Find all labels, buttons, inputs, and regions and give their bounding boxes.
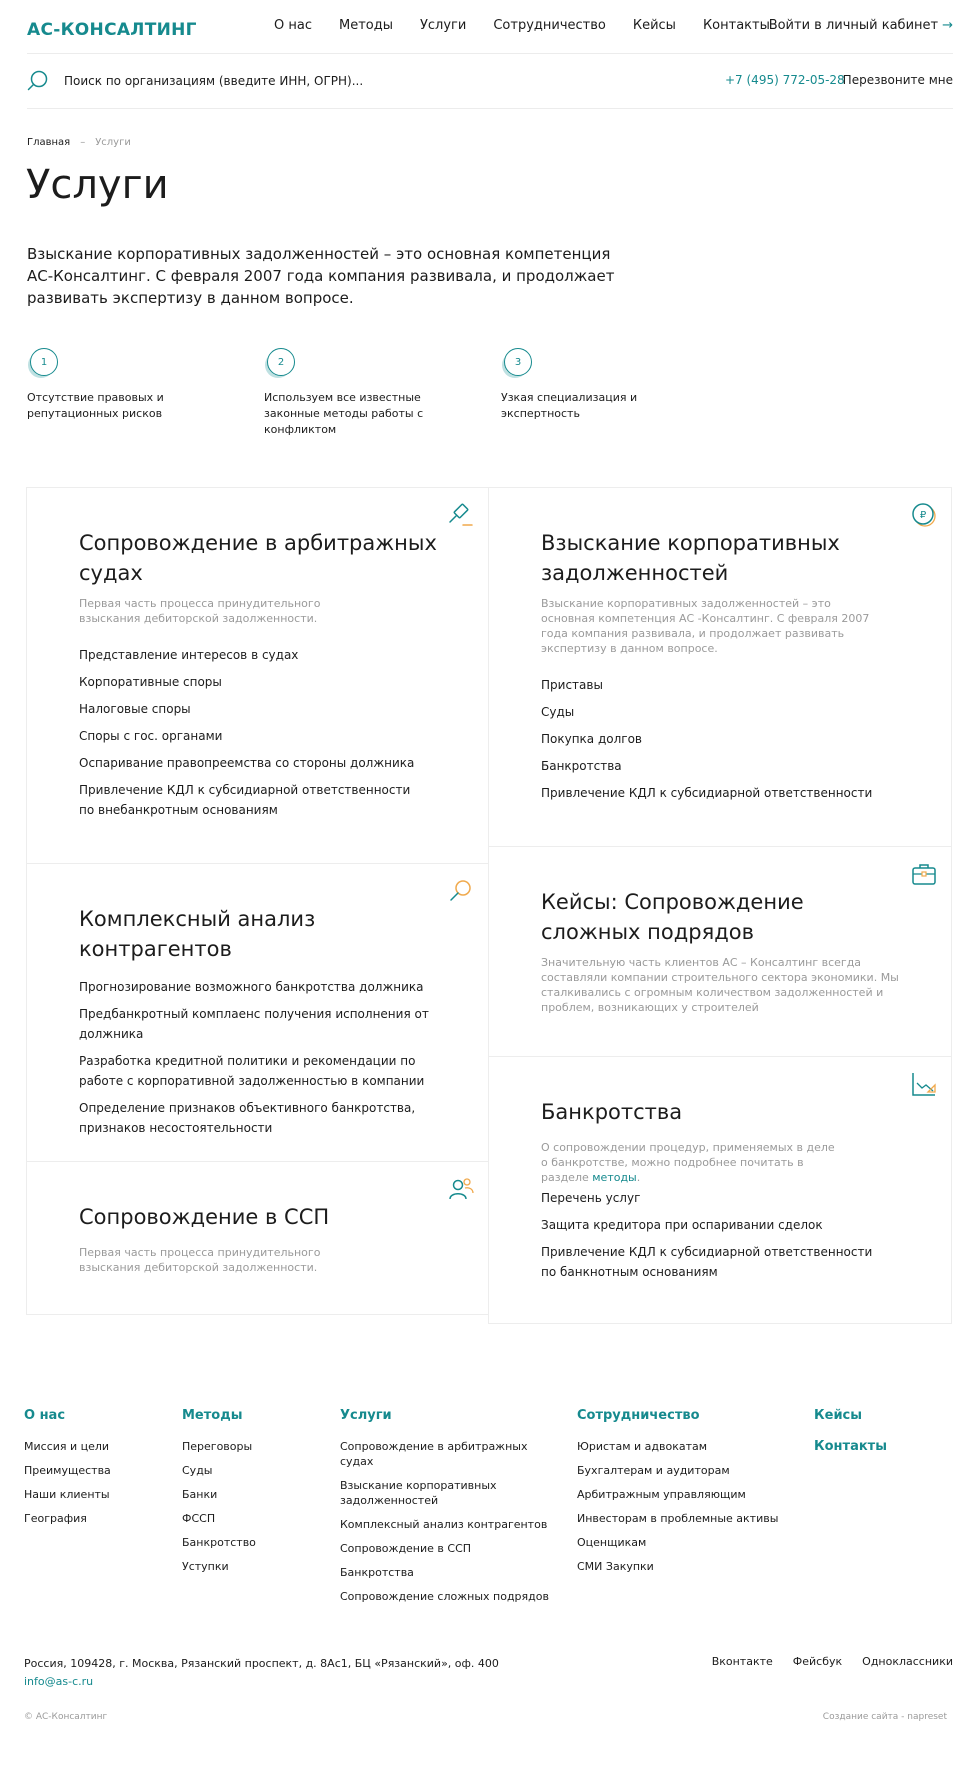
card-link[interactable]: Защита кредитора при оспаривании сделок	[541, 1218, 823, 1232]
card-link[interactable]: Представление интересов в судах	[79, 648, 299, 662]
card-title: Банкротства	[541, 1100, 683, 1124]
card-link[interactable]: Привлечение КДЛ к субсидиарной ответственности	[541, 786, 873, 800]
footer-col-cooperation	[577, 1408, 797, 1583]
service-card-bankruptcy[interactable]	[488, 1056, 952, 1324]
card-title: Взыскание корпоративных задолженностей	[541, 531, 840, 585]
footer-link[interactable]: ФССП	[182, 1512, 216, 1525]
footer-col-methods	[182, 1408, 322, 1583]
methods-link[interactable]: методы	[592, 1171, 637, 1184]
breadcrumb-separator: –	[80, 137, 86, 148]
magnifier-icon	[448, 878, 474, 904]
login-label: Войти в личный кабинет	[768, 18, 939, 33]
breadcrumb	[27, 137, 131, 148]
footer-col-services	[340, 1408, 555, 1613]
footer-link[interactable]: Сопровождение сложных подрядов	[340, 1590, 549, 1603]
service-card-cases[interactable]	[488, 846, 952, 1057]
service-card-analysis[interactable]	[26, 863, 489, 1162]
card-link[interactable]: Определение признаков объективного банкротства, признаков несостоятельности	[79, 1101, 416, 1135]
arrow-right-icon: →	[942, 18, 953, 33]
card-title: Комплексный анализ контрагентов	[79, 907, 316, 961]
social-link-vk[interactable]: Вконтакте	[711, 1655, 773, 1668]
footer-heading[interactable]: О нас	[24, 1408, 66, 1423]
footer-link[interactable]: Переговоры	[182, 1440, 253, 1453]
footer-link[interactable]: Юристам и адвокатам	[577, 1440, 708, 1453]
nav-item-about[interactable]: О нас	[274, 18, 312, 33]
footer-link[interactable]: Банки	[182, 1488, 218, 1501]
nav-item-services[interactable]: Услуги	[419, 18, 467, 33]
gavel-icon	[448, 502, 474, 528]
service-card-ssp[interactable]	[26, 1161, 489, 1315]
footer-link[interactable]: Сопровождение в арбитражных судах	[340, 1440, 528, 1468]
copyright: © АС-Консалтинг	[24, 1712, 108, 1722]
card-description: Значительную часть клиентов АС – Консалтинг всегда составляли компании строительного сектора экономики. Мы сталкивались с огромным количеством задолженностей и проблем, возникающих у строителей	[541, 956, 899, 1014]
card-links	[541, 1188, 881, 1289]
social-link-odnoklassniki[interactable]: Одноклассники	[862, 1655, 953, 1668]
card-links	[79, 977, 429, 1145]
social-link-facebook[interactable]: Фейсбук	[792, 1655, 843, 1668]
breadcrumb-current: Услуги	[95, 137, 131, 148]
main-nav	[274, 18, 797, 33]
nav-item-contacts[interactable]: Контакты	[702, 18, 770, 33]
footer-address: Россия, 109428, г. Москва, Рязанский проспект, д. 8Ас1, БЦ «Рязанский», оф. 400	[24, 1657, 499, 1670]
card-description: Взыскание корпоративных задолженностей – это основная компетенция АС -Консалтинг. С февраля 2007 года компания развивала, и продолжает развивать экспертизу в данном вопросе.	[541, 597, 870, 655]
footer-link[interactable]: Оценщикам	[577, 1536, 647, 1549]
phone-link[interactable]: +7 (495) 772-05-28	[725, 73, 845, 87]
feature-number-badge: 3	[504, 348, 532, 376]
footer-link[interactable]: Бухгалтерам и аудиторам	[577, 1464, 730, 1477]
card-link[interactable]: Споры с гос. органами	[79, 729, 223, 743]
card-links	[541, 675, 901, 810]
card-title: Сопровождение в ССП	[79, 1205, 330, 1229]
feature-number-badge: 1	[30, 348, 58, 376]
card-link[interactable]: Предбанкротный комплаенс получения исполнения от должника	[79, 1007, 429, 1041]
card-link[interactable]: Перечень услуг	[541, 1191, 641, 1205]
site-header	[27, 0, 953, 54]
footer-link[interactable]: География	[24, 1512, 87, 1525]
social-links	[692, 1655, 953, 1668]
page-title: Услуги	[26, 162, 169, 208]
card-title: Сопровождение в арбитражных судах	[79, 531, 437, 585]
footer-link[interactable]: Уступки	[182, 1560, 229, 1573]
card-link[interactable]: Оспаривание правопреемства со стороны должника	[79, 756, 415, 770]
breadcrumb-home[interactable]: Главная	[27, 137, 71, 148]
ruble-coin-icon	[911, 502, 937, 528]
footer-link[interactable]: Комплексный анализ контрагентов	[340, 1518, 548, 1531]
nav-item-cooperation[interactable]: Сотрудничество	[493, 18, 606, 33]
footer-link[interactable]: Сопровождение в ССП	[340, 1542, 472, 1555]
login-link[interactable]	[769, 18, 953, 33]
feature-text: Отсутствие правовых и репутационных рисков	[27, 391, 164, 420]
footer-heading-contacts[interactable]: Контакты	[814, 1439, 887, 1454]
nav-item-methods[interactable]: Методы	[338, 18, 393, 33]
footer-link[interactable]: Миссия и цели	[24, 1440, 110, 1453]
credits-link[interactable]: Создание сайта - napreset	[822, 1712, 947, 1722]
card-link[interactable]: Привлечение КДЛ к субсидиарной ответственности по внебанкротным основаниям	[79, 783, 411, 817]
footer-link[interactable]: Банкротство	[182, 1536, 256, 1549]
footer-heading[interactable]: Сотрудничество	[577, 1408, 700, 1423]
card-description-text: О сопровождении процедур, применяемых в деле о банкротстве, можно подробнее почитать в разделе	[541, 1141, 835, 1184]
users-icon	[448, 1176, 474, 1202]
service-card-arbitration[interactable]	[26, 487, 489, 864]
card-link[interactable]: Привлечение КДЛ к субсидиарной ответственности по банкнотным основаниям	[541, 1245, 873, 1279]
footer-col-misc	[814, 1408, 934, 1470]
svg-text:₽: ₽	[919, 510, 927, 521]
card-link[interactable]: Суды	[541, 705, 575, 719]
footer-heading[interactable]: Услуги	[340, 1408, 392, 1423]
chart-down-icon	[911, 1071, 937, 1097]
nav-item-cases[interactable]: Кейсы	[632, 18, 676, 33]
footer-link[interactable]: Банкротства	[340, 1566, 414, 1579]
card-link[interactable]: Налоговые споры	[79, 702, 191, 716]
footer-link[interactable]: Арбитражным управляющим	[577, 1488, 746, 1501]
feature-item	[264, 348, 479, 438]
footer-email-link[interactable]: info@as-c.ru	[24, 1675, 94, 1688]
card-description	[541, 1140, 841, 1185]
intro-text: Взыскание корпоративных задолженностей – это основная компетенция АС-Консалтинг. С февраля 2007 года компания развивала, и продолжает развивать экспертизу в данном вопросе.	[27, 245, 615, 307]
service-card-debts[interactable]	[488, 487, 952, 847]
feature-text: Используем все известные законные методы работы с конфликтом	[264, 391, 424, 436]
search-input[interactable]	[64, 71, 544, 91]
feature-item	[27, 348, 242, 422]
card-link[interactable]: Прогнозирование возможного банкротства должника	[79, 980, 424, 994]
card-description: Первая часть процесса принудительного взыскания дебиторской задолженности.	[79, 597, 321, 625]
footer-link[interactable]: Наши клиенты	[24, 1488, 110, 1501]
card-title: Кейсы: Сопровождение сложных подрядов	[541, 890, 804, 944]
logo[interactable]: АС-КОНСАЛТИНГ	[27, 20, 197, 40]
footer-heading-cases[interactable]: Кейсы	[814, 1408, 863, 1423]
feature-text: Узкая специализация и экспертность	[501, 391, 638, 420]
feature-item	[501, 348, 716, 422]
footer-link[interactable]: Суды	[182, 1464, 213, 1477]
card-link[interactable]: Разработка кредитной политики и рекомендации по работе с корпоративной задолженностью в компании	[79, 1054, 425, 1088]
card-link[interactable]: Приставы	[541, 678, 603, 692]
briefcase-icon	[911, 861, 937, 887]
card-link[interactable]: Корпоративные споры	[79, 675, 222, 689]
footer-link[interactable]: Преимущества	[24, 1464, 111, 1477]
search-icon[interactable]	[27, 69, 49, 91]
footer-link[interactable]: Взыскание корпоративных задолженностей	[340, 1479, 497, 1507]
card-description: Первая часть процесса принудительного взыскания дебиторской задолженности.	[79, 1246, 321, 1274]
footer-link[interactable]: Инвесторам в проблемные активы	[577, 1512, 779, 1525]
search-bar	[27, 54, 953, 109]
feature-number-badge: 2	[267, 348, 295, 376]
card-link[interactable]: Покупка долгов	[541, 732, 643, 746]
card-link[interactable]: Банкротства	[541, 759, 622, 773]
callback-link[interactable]: Перезвоните мне	[842, 73, 953, 87]
card-links	[79, 645, 419, 827]
footer-link[interactable]: СМИ Закупки	[577, 1560, 654, 1573]
footer-heading[interactable]: Методы	[182, 1408, 243, 1423]
card-description-end: .	[636, 1171, 641, 1184]
footer-col-about	[24, 1408, 164, 1535]
